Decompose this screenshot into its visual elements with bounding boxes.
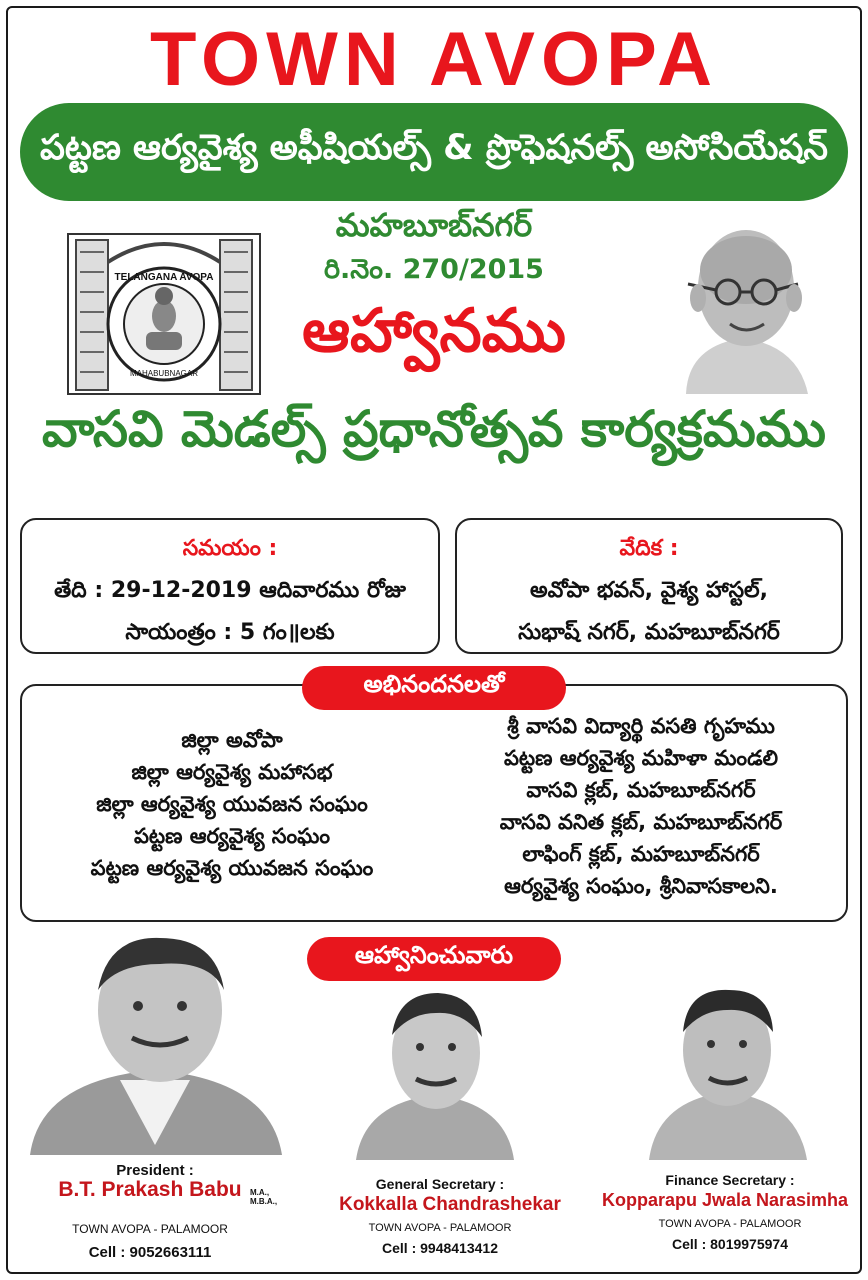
general-secretary-org: TOWN AVOPA - PALAMOOR [368, 1222, 512, 1234]
association-name: పట్టణ ఆర్యవైశ్య అఫీషియల్స్ & ప్రొఫెషనల్స్ అసోసియేషన్ [40, 128, 828, 168]
list-item: పట్టణ ఆర్యవైశ్య మహిళా మండలి [503, 746, 779, 770]
city-name: మహబూబ్‌నగర్ [335, 206, 533, 244]
list-item: పట్టణ ఆర్యవైశ్య సంఘం [133, 824, 331, 848]
list-item: జిల్లా అవోపా [181, 728, 283, 752]
list-item: జిల్లా ఆర్యవైశ్య యువజన సంఘం [96, 792, 368, 816]
event-time: సాయంత్రం : 5 గం॥లకు [125, 620, 335, 645]
finance-secretary-role: Finance Secretary : [665, 1172, 795, 1188]
timing-heading: సమయం : [182, 536, 278, 561]
president-org: TOWN AVOPA - PALAMOOR [72, 1222, 228, 1236]
logo-subtext: MAHABUBNAGAR [129, 369, 199, 378]
general-secretary-photo [350, 985, 520, 1160]
list-item: ఆర్యవైశ్య సంఘం, శ్రీనివాసకాలని. [504, 874, 778, 898]
list-item: శ్రీ వాసవి విద్యార్థి వసతి గృహము [507, 714, 775, 738]
logo-text: TELANGANA AVOPA [114, 272, 214, 283]
congrats-right-list [442, 710, 840, 902]
congrats-heading: అభినందనలతో [302, 666, 566, 710]
invitation-heading: ఆహ్వానము [302, 296, 566, 366]
list-item: జిల్లా ఆర్యవైశ్య మహాసభ [131, 760, 333, 784]
general-secretary-cell: Cell : 9948413412 [382, 1240, 498, 1256]
president-cell: Cell : 9052663111 [88, 1244, 212, 1261]
venue-line-1: అవోపా భవన్, వైశ్య హాస్టల్, [529, 578, 769, 603]
general-secretary-role: General Secretary : [375, 1176, 505, 1192]
registration-number: రి.నెం. 270/2015 [324, 254, 544, 285]
venue-box [455, 518, 843, 654]
list-item: లాఫింగ్ క్లబ్, మహబూబ్‌నగర్ [522, 842, 760, 866]
general-secretary-name: Kokkalla Chandrashekar [339, 1194, 561, 1215]
finance-secretary-org: TOWN AVOPA - PALAMOOR [658, 1218, 802, 1230]
finance-secretary-name: Kopparapu Jwala Narasimha [601, 1190, 849, 1210]
venue-line-2: సుభాష్ నగర్, మహబూబ్‌నగర్ [518, 620, 780, 645]
list-item: పట్టణ ఆర్యవైశ్య యువజన సంఘం [90, 856, 374, 880]
timing-box [20, 518, 440, 654]
finance-secretary-photo [645, 980, 810, 1160]
event-name: వాసవి మెడల్స్ ప్రధానోత్సవ కార్యక్రమము [42, 400, 826, 458]
president-name: B.T. Prakash Babu [58, 1178, 242, 1201]
venue-heading: వేదిక : [619, 536, 679, 561]
president-degree: M.A., M.B.A., [250, 1188, 278, 1206]
list-item: వాసవి వనిత క్లబ్, మహబూబ్‌నగర్ [499, 810, 783, 834]
list-item: వాసవి క్లబ్, మహబూబ్‌నగర్ [526, 778, 756, 802]
event-date: తేది : 29-12-2019 ఆదివారము రోజు [54, 578, 406, 603]
gandhi-portrait [668, 216, 818, 394]
association-banner [20, 103, 848, 201]
president-photo [20, 930, 290, 1155]
poster-title: TOWN AVOPA [149, 17, 719, 102]
congrats-left-list [32, 724, 432, 884]
congratulations-box [20, 684, 848, 922]
president-role: President : [116, 1162, 194, 1179]
inviters-heading: ఆహ్వానించువారు [307, 937, 561, 981]
finance-secretary-cell: Cell : 8019975974 [672, 1236, 788, 1252]
